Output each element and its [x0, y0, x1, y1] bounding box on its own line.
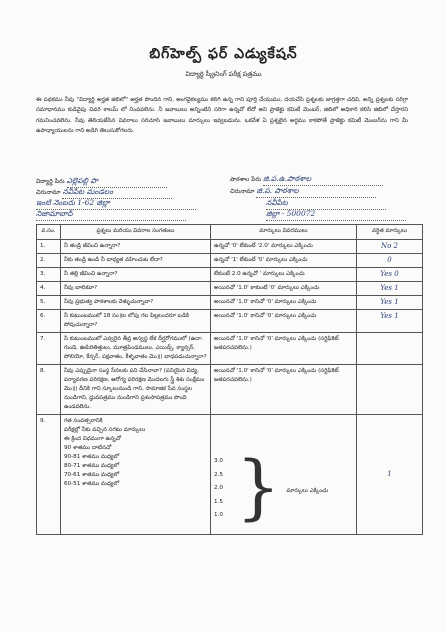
q9-line: 80-71 శాతము మధ్యలో	[64, 463, 120, 469]
school-name-label: పాఠశాల పేరు	[230, 176, 262, 183]
brace-icon: }	[236, 446, 281, 528]
scale-value: 1.5	[214, 498, 223, 505]
row-number: 1.	[37, 240, 61, 254]
scale-value: 2.0	[214, 485, 223, 491]
header-question: ప్రశ్నలు మరియు వివరాల సంగతులు	[61, 225, 211, 240]
marks-label: మార్కులు ఎక్కించు	[286, 488, 329, 494]
q9-line: 90-81 శాతము మధ్యలో	[64, 454, 120, 460]
row-answer-cell[interactable]	[357, 310, 423, 333]
row-answer: 1	[387, 470, 392, 478]
row-marks: అయినచో '1.0' కానిచో '0' మార్కులు ఎక్కించు	[211, 310, 357, 333]
row-question: నీవు బాలికవా?	[61, 282, 211, 296]
row-marks: అయినచో '1.0' కానిచో '0' మార్కులు ఎక్కించు (సర్టిఫికెట్ జతపరచవలెను.)	[211, 333, 357, 365]
header-awarded: వర్ధిత మార్కులు	[357, 225, 423, 240]
row-marks: అయినచో '1.0' కానిచో '0' మార్కులు ఎక్కించు (సర్టిఫికెట్ జతపరచవలెను.)	[211, 365, 357, 415]
row-number: 7.	[37, 333, 61, 365]
row-answer: Yes 1	[380, 298, 399, 306]
row-number: 3.	[37, 268, 61, 282]
row-question: నీ తండ్రి జీవించి ఉన్నారా?	[61, 240, 211, 254]
row-number: 2.	[37, 254, 61, 268]
row-answer: Yes 1	[380, 284, 399, 292]
row-question: నీ కుటుంబములో ఎవ్వరైన తీవ్ర అస్వస్థ లేక దీర్ఘరోగములో (ఉదా: గుండె, ఊపిరితిత్తులు, మూత్రపిండములు, ఎయిడ్స్, క్యాన్సర్, పోలియో, కేన్సర్, పక్షవాతం, కీళ్ళవాతం మొ॥) బాధపడుచున్నారా?	[61, 333, 211, 365]
row-answer-cell[interactable]	[357, 365, 423, 415]
document-subtitle: విద్యార్థి స్క్రీనింగ్ పరీక్ష పత్రము	[185, 70, 262, 78]
row-question: నీకు తండ్రి ఉండి నీ బాధ్యత వహించుట లేదా?	[61, 254, 211, 268]
q9-line: 60-51 శాతము మధ్యలో	[64, 481, 120, 487]
row-marks-scale	[211, 415, 357, 535]
q9-line: ఈ క్రింద విధముగా ఉన్నచో	[64, 436, 121, 442]
row-number: 4.	[37, 282, 61, 296]
address-value[interactable]: నవీపేట మండలం	[62, 187, 172, 199]
row-answer: Yes 0	[380, 270, 399, 278]
row-question: నీవు ప్రభుత్వ పాఠశాలకు వెళ్ళుచున్నావా?	[61, 296, 211, 310]
row-answer-cell[interactable]	[357, 296, 423, 310]
row-answer-cell[interactable]	[357, 254, 423, 268]
scale-value: 1.0	[214, 512, 223, 518]
table-header-row	[37, 225, 423, 240]
row-answer: 0	[387, 256, 392, 264]
row-answer: Yes 1	[380, 312, 399, 320]
school-name-value[interactable]: జి.ప.ఉ.పాఠశాల	[263, 174, 383, 186]
row-marks: లేకుంటే 2.0 ఉన్నచో ' మార్కులు ఎక్కించు	[211, 268, 357, 282]
row-number: 8.	[37, 365, 61, 415]
scale-value: 2.5	[214, 471, 223, 478]
student-name-label: విద్యార్థి పేరు	[36, 178, 65, 185]
row-answer-cell[interactable]	[357, 268, 423, 282]
row-marks: ఉన్నచో '1' లేకుంటే '0' మార్కులు ఎక్కించు	[211, 254, 357, 268]
table-row	[37, 310, 423, 333]
row-marks: అయినచో '1.0' కానిచో '0' మార్కులు ఎక్కించు	[211, 296, 357, 310]
table-row	[37, 415, 423, 535]
row-answer-cell[interactable]	[357, 415, 423, 535]
row-question: నీ తల్లి జీవించి ఉన్నారా?	[61, 268, 211, 282]
row-number: 9.	[37, 415, 61, 535]
school-address-label: చిరునామా	[230, 188, 255, 195]
table-row	[37, 296, 423, 310]
table-row	[37, 365, 423, 415]
q9-line: పరీక్షల్లో నీకు వచ్చిన సగటు మార్కులు	[64, 427, 146, 433]
document-title: బిగ్‌హెల్ప్ ఫర్ ఎడ్యుకేషన్	[149, 46, 298, 62]
row-answer: No 2	[380, 242, 399, 250]
row-question-marks-percentage	[61, 415, 211, 535]
address-label: చిరునామా	[36, 189, 61, 196]
row-number: 5.	[37, 296, 61, 310]
school-address-value[interactable]: జి.ప. పాఠశాల	[256, 186, 376, 198]
q9-line: గత సంవత్సరానికి	[64, 418, 103, 424]
table-row	[37, 268, 423, 282]
row-question: నీ కుటుంబములో 18 సం॥ల లోపు గల పిల్లలందరూ బడికి పోవుచున్నారా?	[61, 310, 211, 333]
row-number: 6.	[37, 310, 61, 333]
header-serial: వ.సం.	[37, 225, 61, 240]
instructions-paragraph: ఈ పథకము నీవు "విద్యార్థి అర్హత జిబిలో" అర్హత పొందిన గాని, అంగవైకల్యము కలిగి ఉన్న గాని పూర్తి చేయుము, దయచేసి ప్రశ్నలకు జాగ్రత్తగా చదివి, అన్ని ప్రశ్నలకు సరిగ్గా సమాధానము కుడివైపు చివరి కాలమ్ లో నింపవలెను. నీ జవాబులు అన్నింటిని సరిగా ఉన్నవో లేదో అని ప్రాజెక్టు కమిటీ మెంబర్, జిబిలో అధికారి కలిసి జిబిలో చేస్తారని గమనించవలెను. నీవు తెలియజేసిన వివరాలు సరిచూసి జవాబులు మార్కులు ఇవ్వబడును. ఒకవేళ ఏ ప్రశ్నలైన అర్ధము కాకపోతే ప్రాజెక్టు కమిటీ మెంబర్‌ను గాని మీ ఉపాధ్యాయులను గాని అడిగి తెలుసుకోగలరు.	[36, 97, 408, 134]
table-row	[37, 254, 423, 268]
address-line-4[interactable]: నిజామాబాద్	[36, 209, 186, 221]
q9-line: 70-61 శాతము మధ్యలో	[64, 472, 120, 478]
student-name-value[interactable]: ఎల్లెపల్లి పా	[67, 176, 167, 188]
row-answer-cell[interactable]	[357, 240, 423, 254]
row-question: నీవు ఎప్పుడైనా సంస్థ సేనలకు పని చేసినావా? (పనియైన విద్య, పర్యావరణ పరిరక్షణ, ఆరోగ్య పరిరక్షణ మొదలగు స్త్రీ శిశు సంక్షేమం మొ॥) దీనికి గాని స్కూలునుండి గాని, సామాజిక సేవ సంస్థల నుండిగాని, ధ్రువపత్రము నుండిగాని ప్రశంసాపత్రము పొంది ఉండవలెను.	[61, 365, 211, 415]
school-address-line-3[interactable]: నవీపేట	[266, 198, 386, 210]
scale-value: 3.0	[214, 458, 223, 464]
table-row	[37, 282, 423, 296]
row-marks: ఉన్నచో '0' లేకుంటే '2.0' మార్కులు ఎక్కించు	[211, 240, 357, 254]
table-row	[37, 333, 423, 365]
row-answer-cell[interactable]	[357, 333, 423, 365]
header-marks: మార్కులు వివరములు	[211, 225, 357, 240]
row-marks: అయినచో '1.0' కాకుంటే '0' మార్కులు ఎక్కించు	[211, 282, 357, 296]
q9-line: 90 శాతము దాటినచో	[64, 445, 112, 451]
address-line-3[interactable]: ఇంటి నెంబరు 1-62 జిల్లా	[36, 198, 196, 210]
school-address-line-4[interactable]: జిల్లా - 500072	[266, 209, 406, 221]
screening-table	[36, 224, 423, 535]
row-answer-cell[interactable]	[357, 282, 423, 296]
table-row	[37, 240, 423, 254]
